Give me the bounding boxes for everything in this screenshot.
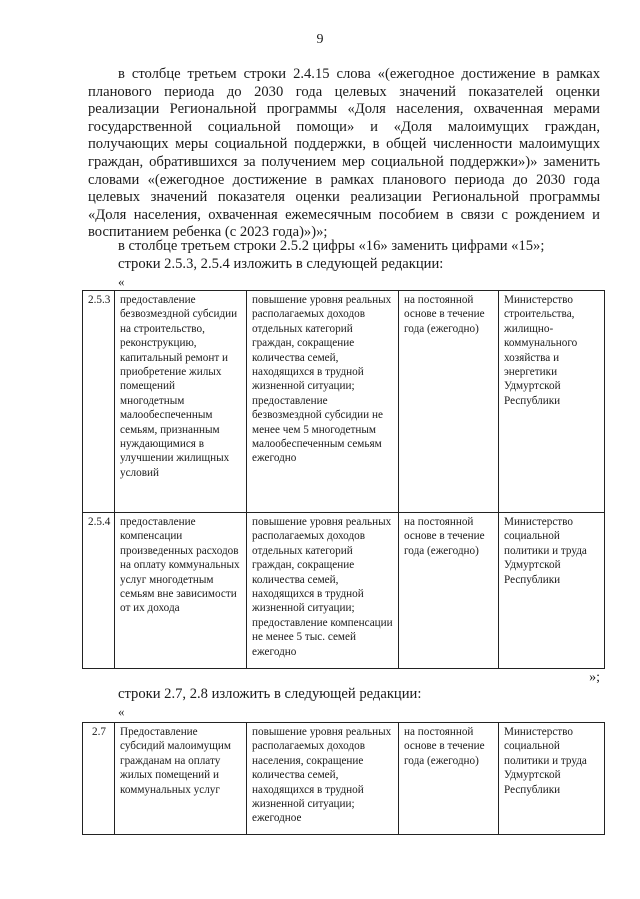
table-rows-2-5-3-2-5-4 bbox=[82, 290, 605, 669]
measure-name: Предоставление субсидий малоимущим гражданам на оплату жилых помещений и коммунальных услуг bbox=[115, 723, 247, 835]
expected-result: повышение уровня реальных располагаемых доходов отдельных категорий граждан, сокращение количества семей, находящихся в трудной жизненной ситуации; предоставление компенсации не менее 5 тыс. семей ежегодно bbox=[247, 513, 399, 669]
executor: Министерство социальной политики и труда Удмуртской Республики bbox=[499, 723, 605, 835]
close-quote-1: »; bbox=[589, 670, 600, 685]
digits-replace-line: в столбце третьем строки 2.5.2 цифры «16» заменить цифрами «15»; bbox=[118, 238, 545, 254]
expected-result: повышение уровня реальных располагаемых доходов населения, сокращение количества семей, находящихся в трудной жизненной ситуации; ежегодное bbox=[247, 723, 399, 835]
page-number: 9 bbox=[316, 32, 324, 47]
table-row bbox=[83, 291, 605, 513]
row-number: 2.5.4 bbox=[83, 513, 115, 669]
implementation-term: на постоянной основе в течение года (ежегодно) bbox=[399, 291, 499, 513]
open-quote-1: « bbox=[118, 274, 125, 289]
table-rows-2-7 bbox=[82, 722, 605, 835]
intro-paragraph-text: в столбце третьем строки 2.4.15 слова «(ежегодное достижение в рамках планового периода до 2030 года целевых значений показателей оценки реализации Региональной программы «Доля населения, охваченная мерами государственной социальной помощи» и «Доля малоимущих граждан, получающих меры социальной поддержки, в общей численности малоимущих граждан, обратившихся за получением мер социальной поддержки»)» заменить словами «(ежегодное достижение в рамках планового периода до 2030 года целевых значений показателя оценки реализации Региональной программы «Доля населения, охваченная ежемесячным пособием в связи с рождением и воспитанием ребенка (с 2023 года)»)»; bbox=[88, 66, 600, 241]
rows-2-7-intro-line: строки 2.7, 2.8 изложить в следующей редакции: bbox=[118, 686, 422, 702]
row-number: 2.7 bbox=[83, 723, 115, 835]
implementation-term: на постоянной основе в течение года (ежегодно) bbox=[399, 513, 499, 669]
table-row bbox=[83, 723, 605, 835]
measure-name: предоставление безвозмездной субсидии на строительство, реконструкцию, капитальный ремонт и приобретение жилых помещений многодетным малообеспеченным семьям, признанным нуждающимися в улучшении жилищных условий bbox=[115, 291, 247, 513]
executor: Министерство социальной политики и труда Удмуртской Республики bbox=[499, 513, 605, 669]
measure-name: предоставление компенсации произведенных расходов на оплату коммунальных услуг многодетным семьям вне зависимости от их дохода bbox=[115, 513, 247, 669]
implementation-term: на постоянной основе в течение года (ежегодно) bbox=[399, 723, 499, 835]
expected-result: повышение уровня реальных располагаемых доходов отдельных категорий граждан, сокращение количества семей, находящихся в трудной жизненной ситуации; предоставление безвозмездной субсидии не менее чем 5 многодетным малообеспеченным семьям ежегодно bbox=[247, 291, 399, 513]
row-number: 2.5.3 bbox=[83, 291, 115, 513]
rows-2-5-3-intro-line: строки 2.5.3, 2.5.4 изложить в следующей редакции: bbox=[118, 256, 444, 272]
intro-paragraph bbox=[88, 66, 600, 242]
open-quote-2: « bbox=[118, 704, 125, 719]
executor: Министерство строительства, жилищно-коммунального хозяйства и энергетики Удмуртской Республики bbox=[499, 291, 605, 513]
table-row bbox=[83, 513, 605, 669]
